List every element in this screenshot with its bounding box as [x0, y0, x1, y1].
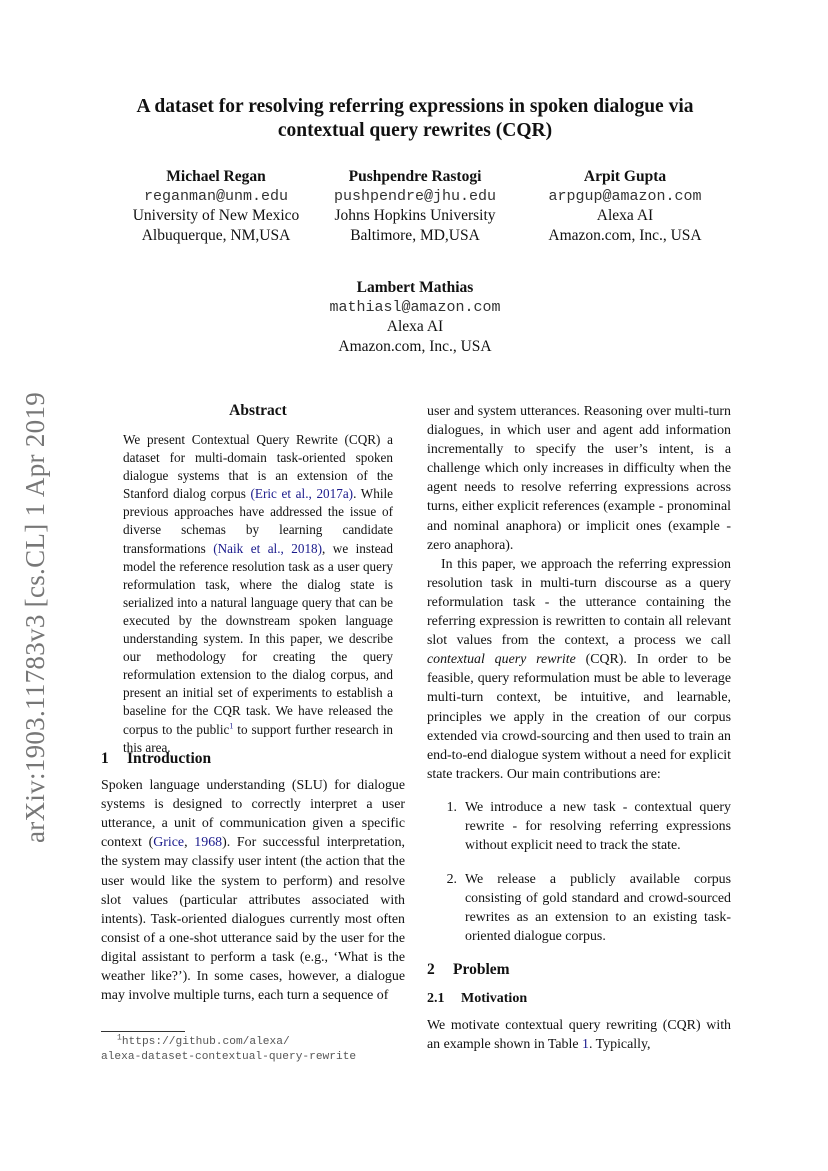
author-affiliation: Alexa AI [386, 318, 444, 336]
footnote-marker: 1 [117, 1033, 122, 1043]
author-location: Amazon.com, Inc., USA [338, 337, 492, 355]
paragraph-text: (CQR). In order to be feasible, query reformulation must be able to leverage multi-turn context, be intuitive, and learnable, principles we apply in the creation of our corpus extended via crowd-sourcing and then used to train an end-to-end dialogue system without a need for explicit state trackers. Our main contributions are: [427, 652, 731, 782]
abstract-section [123, 402, 393, 757]
list-item [427, 798, 731, 855]
footnote-url-continued[interactable]: alexa-dataset-contextual-query-rewrite [101, 1051, 357, 1063]
citation-link[interactable]: (Eric et al., 2017a) [250, 486, 354, 502]
author-affiliation: Alexa AI [596, 207, 654, 225]
author-affiliation: Johns Hopkins University [334, 207, 496, 225]
paragraph [427, 555, 731, 784]
author-name: Pushpendre Rastogi [348, 168, 482, 185]
footnote-url[interactable]: https://github.com/alexa/ [121, 1036, 290, 1048]
right-column [427, 402, 731, 1054]
section-title: Problem [453, 960, 510, 978]
abstract-text-part: . While previous approaches have addressed the issue of diverse schemas by learning candidate transformations [123, 486, 393, 556]
paragraph-text: ). For successful interpretation, the system may classify user intent (the action that the user would like the system to perform) and resolve slot values (particular attributes associated with intents). Task-oriented dialogues currently most often consist of a one-shot utterance said by the user for the digital assistant to perform a task (e.g., ‘What is the weather like?’). In some cases, however, a dialogue may involve multiple turns, each turn a sequence of [101, 835, 406, 1004]
footnote-line [101, 1035, 356, 1050]
author-email[interactable]: reganman@unm.edu [143, 187, 289, 205]
list-number: 1. [446, 799, 457, 815]
introduction-section [101, 749, 405, 1005]
section-number: 2 [427, 960, 435, 978]
paragraph: user and system utterances. Reasoning over multi-turn dialogues, in which user and agent add information incrementally to specify the user’s intent, is a challenge which only increases in difficulty when the agent needs to resolve referring expressions across turns, either explicit references (example - pronominal and nominal anaphora) or implicit ones (example - zero anaphora). [427, 404, 731, 553]
author-name: Michael Regan [166, 168, 266, 185]
author-block [100, 167, 332, 245]
author-location: Amazon.com, Inc., USA [548, 226, 702, 244]
paragraph-text: . Typically, [588, 1036, 651, 1052]
author-block [300, 278, 530, 356]
abstract-heading: Abstract [229, 402, 287, 419]
abstract-text-part: , we instead model the reference resolution task as a user query reformulation task, where the dialog state is serialized into a natural language query that can be executed by the downstream spoken language understanding system. In this paper, we describe our methodology for creating the query reformulation extension to the dialog corpus, and present an initial set of experiments to establish a baseline for the CQR task. We have released the corpus to the public [123, 540, 393, 737]
footnote-marker[interactable]: 1 [229, 721, 234, 731]
title-line-2: contextual query rewrites (CQR) [277, 120, 553, 141]
section-number: 1 [101, 750, 109, 767]
citation-link[interactable]: (Naik et al., 2018) [213, 540, 323, 556]
author-block [300, 167, 530, 245]
citation-link[interactable]: Grice [153, 835, 185, 851]
arxiv-stamp: arXiv:1903.11783v3 [cs.CL] 1 Apr 2019 [20, 391, 50, 843]
author-location: Baltimore, MD,USA [350, 226, 480, 244]
contributions-list [427, 798, 731, 947]
list-text: We introduce a new task - contextual query rewrite - for resolving referring expressions without explicit need to track the state. [465, 799, 731, 854]
emphasized-term: contextual query rewrite [427, 652, 576, 668]
table-reference-link[interactable]: 1 [582, 1036, 589, 1052]
subsection-title: Motivation [461, 990, 528, 1006]
section-title: Introduction [127, 750, 212, 767]
title-line-1: A dataset for resolving referring expressions in spoken dialogue via [136, 96, 694, 117]
abstract-text-part: We present Contextual Query Rewrite (CQR) a dataset for multi-domain task-oriented spoken dialogue systems that is an extension of the Stanford dialog corpus [123, 432, 393, 502]
list-item [427, 870, 731, 946]
list-text: We release a publicly available corpus consisting of gold standard and crowd-sourced rewrites as an extension to an existing task-oriented dialogue corpus. [465, 872, 731, 945]
footnote-rule [101, 1031, 185, 1032]
citation-link[interactable]: 1968 [194, 835, 223, 851]
author-name: Arpit Gupta [583, 168, 667, 185]
paper-title [80, 95, 750, 143]
section-heading [427, 960, 731, 979]
author-email[interactable]: pushpendre@jhu.edu [333, 187, 497, 205]
subsection-heading [427, 989, 731, 1008]
intro-paragraph [101, 776, 405, 1005]
abstract-text-part: to support further research in this area. [123, 721, 393, 755]
author-email[interactable]: mathiasl@amazon.com [329, 298, 501, 316]
author-affiliation: University of New Mexico [132, 207, 300, 225]
author-block [510, 167, 740, 245]
footnote [101, 1031, 356, 1065]
paragraph-text: In this paper, we approach the referring expression resolution task in multi-turn discourse as a query reformulation task - the utterance containing the referring expression is rewritten to contain all relevant slot values from the context, a process we call [427, 556, 731, 649]
paragraph [427, 1016, 731, 1054]
author-location: Albuquerque, NM,USA [141, 226, 291, 244]
paragraph-text: , [184, 835, 195, 851]
section-heading [101, 749, 405, 768]
author-name: Lambert Mathias [356, 279, 474, 296]
author-email[interactable]: arpgup@amazon.com [548, 187, 702, 205]
subsection-number: 2.1 [427, 990, 445, 1006]
paragraph-text: We motivate contextual query rewriting (CQR) with an example shown in Table [427, 1017, 731, 1052]
list-number: 2. [446, 872, 457, 888]
abstract-text [123, 431, 393, 757]
paragraph-text: Spoken language understanding (SLU) for dialogue systems is designed to correctly interpret a user utterance, a unit of communication given a specific context ( [101, 778, 405, 851]
